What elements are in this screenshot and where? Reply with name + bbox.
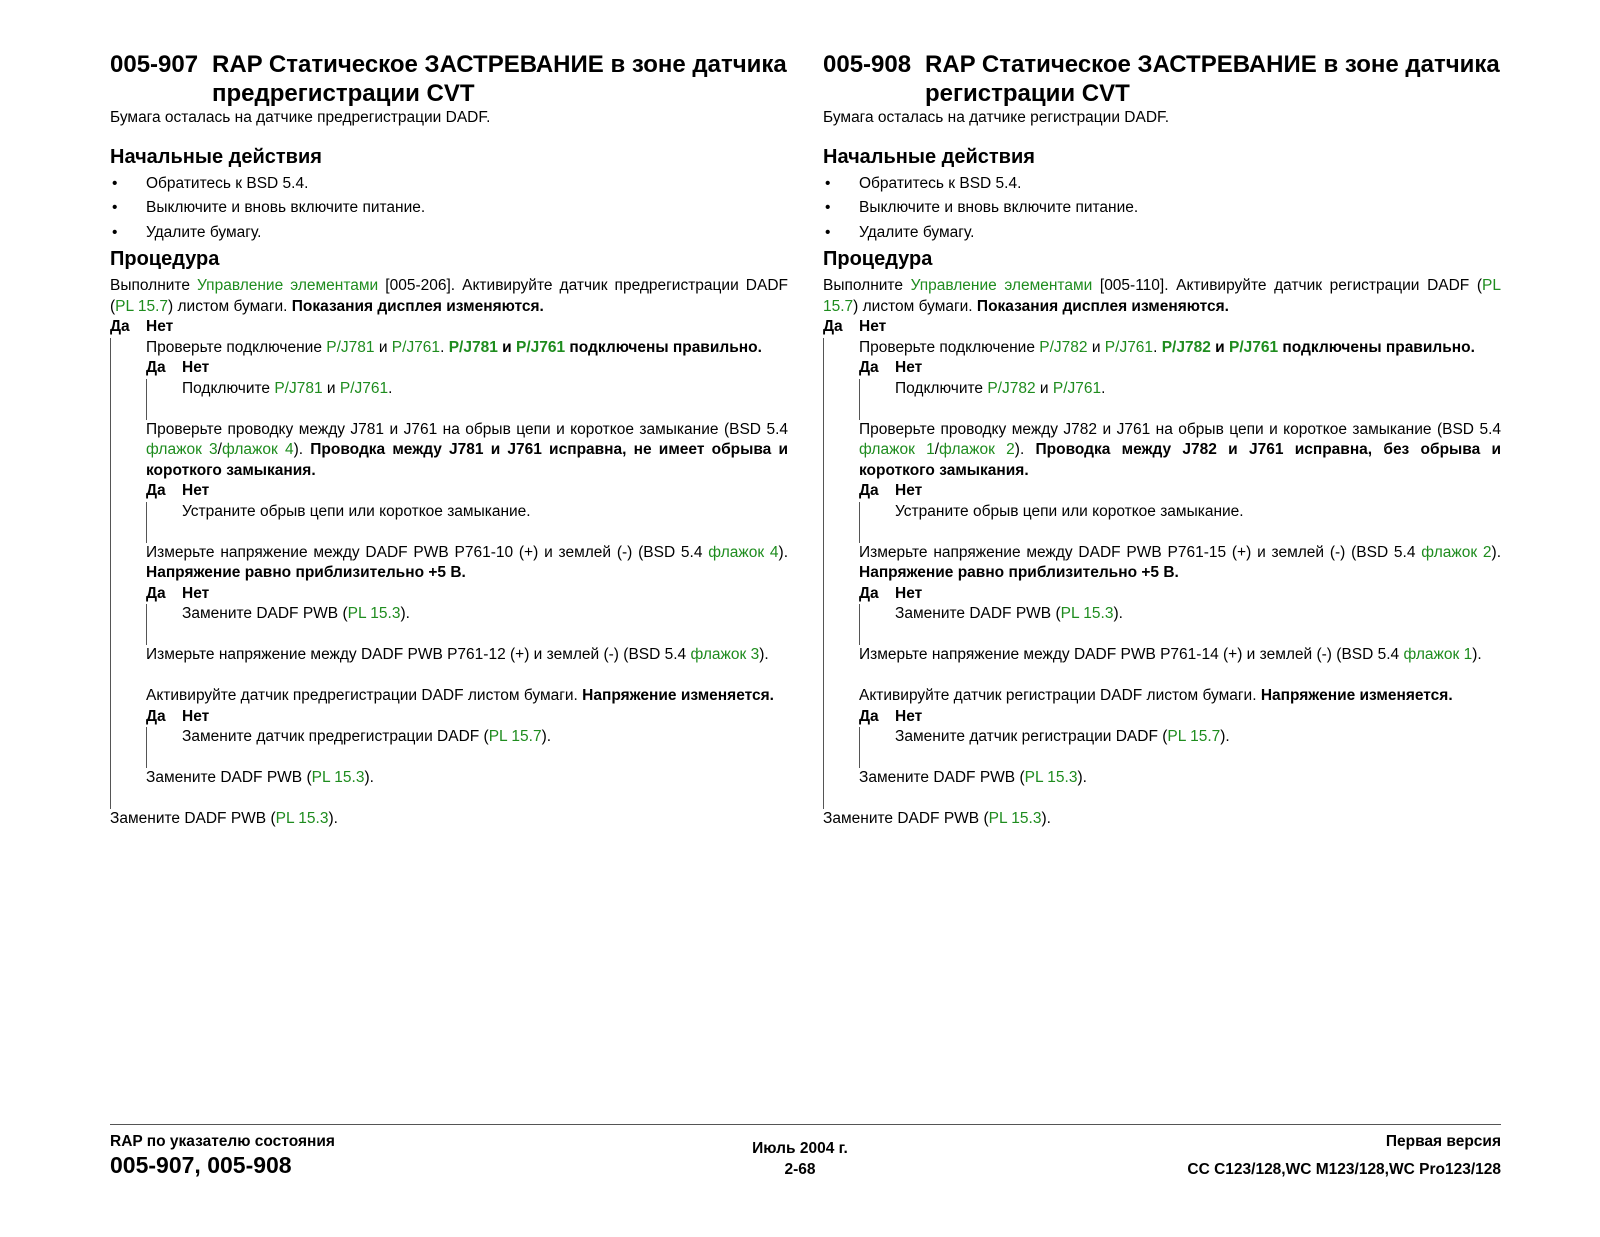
link-connector[interactable]: P/J782 <box>1161 338 1211 356</box>
list-item: • Удалите бумагу. <box>112 223 262 241</box>
no-branch <box>146 604 788 645</box>
activate-sensor-step: Активируйте датчик регистрации DADF листом бумаги. Напряжение изменяется. <box>859 687 1453 704</box>
fix-step: Замените датчик регистрации DADF (PL 15.7). <box>895 728 1230 745</box>
procedure-heading: Процедура <box>823 248 933 270</box>
yes-no-label: Да Нет <box>859 359 923 376</box>
link-connector[interactable]: P/J761 <box>391 338 441 356</box>
no-branch <box>859 727 1501 768</box>
yes-no-label: Да Нет <box>146 482 210 499</box>
procedure-step-1: Выполните Управление элементами [005-206]. Активируйте датчик предрегистрации DADF (PL 15.7) листом бумаги. Показания дисплея изменяются. <box>110 277 788 315</box>
link-pl[interactable]: PL 15.3 <box>311 769 365 786</box>
check-connection-step: Проверьте подключение P/J781 и P/J761. P/J781 и P/J761 подключены правильно. <box>146 338 762 356</box>
footer-page-number: 2-68 <box>784 1161 816 1178</box>
link-connector[interactable]: P/J761 <box>1104 338 1154 356</box>
link-flag[interactable]: флажок 2 <box>939 441 1015 458</box>
yes-no-label: Да Нет <box>859 584 923 602</box>
no-branch <box>859 379 1501 420</box>
list-item: • Выключите и вновь включите питание. <box>825 199 1139 216</box>
footer-date: Июль 2004 г. <box>752 1140 848 1157</box>
no-branch <box>859 502 1501 543</box>
yes-no-label: Да Нет <box>146 359 210 376</box>
fix-step: Устраните обрыв цепи или короткое замыкание. <box>895 502 1244 520</box>
link-pl[interactable]: PL 15.7 <box>488 728 542 745</box>
link-pl[interactable]: PL 15.3 <box>988 810 1042 827</box>
link-flag[interactable]: флажок 3 <box>146 441 218 458</box>
link-connector[interactable]: P/J781 <box>326 338 375 356</box>
procedure-step-1: Выполните Управление элементами [005-110]. Активируйте датчик регистрации DADF (PL 15.7) листом бумаги. Показания дисплея изменяются. <box>823 277 1501 315</box>
link-connector[interactable]: P/J761 <box>339 379 389 397</box>
link-flag[interactable]: флажок 2 <box>1421 543 1492 561</box>
initial-actions-heading: Начальные действия <box>823 145 1035 168</box>
link-connector[interactable]: P/J781 <box>274 379 323 397</box>
yes-step: Замените DADF PWB (PL 15.3). <box>146 769 374 786</box>
fix-step: Подключите P/J782 и P/J761. <box>895 379 1106 397</box>
right-column <box>823 50 1501 830</box>
check-wiring-step: Проверьте проводку между J781 и J761 на обрыв цепи и короткое замыкание (BSD 5.4 флажок 3/флажок 4). Проводка между J781 и J761 исправна, не имеет обрыва и короткого замыкания. <box>146 420 789 479</box>
no-branch <box>146 379 788 420</box>
yes-no-label: Да Нет <box>146 584 210 602</box>
initial-actions-list <box>110 174 788 244</box>
footer-version: Первая версия <box>1385 1133 1501 1150</box>
link-component-control[interactable]: Управление элементами <box>197 277 379 294</box>
no-branch <box>110 338 788 810</box>
yes-no-label: Да Нет <box>859 707 923 725</box>
link-connector[interactable]: P/J761 <box>515 338 566 356</box>
final-step: Замените DADF PWB (PL 15.3). <box>110 810 338 827</box>
yes-step: Замените DADF PWB (PL 15.3). <box>859 769 1087 786</box>
final-step: Замените DADF PWB (PL 15.3). <box>823 810 1051 827</box>
yes-no-label: Да Нет <box>823 318 887 335</box>
link-connector[interactable]: P/J782 <box>987 379 1036 397</box>
link-pl[interactable]: PL 15.7 <box>115 297 169 315</box>
link-pl[interactable]: PL 15.3 <box>1024 769 1078 786</box>
no-branch <box>146 502 788 543</box>
fix-step: Замените DADF PWB (PL 15.3). <box>895 605 1123 622</box>
link-component-control[interactable]: Управление элементами <box>910 277 1093 294</box>
check-wiring-step: Проверьте проводку между J782 и J761 на обрыв цепи и короткое замыкание (BSD 5.4 флажок 1/флажок 2). Проводка между J782 и J761 исправна, без обрыва и короткого замыкания. <box>859 420 1501 479</box>
link-connector[interactable]: P/J761 <box>1228 338 1279 356</box>
list-item: • Обратитесь к BSD 5.4. <box>825 174 1022 192</box>
link-connector[interactable]: P/J761 <box>1052 379 1102 397</box>
link-flag[interactable]: флажок 4 <box>708 543 779 561</box>
measure-voltage-step: Измерьте напряжение между DADF PWB P761-12 (+) и землей (-) (BSD 5.4 флажок 3). <box>146 646 769 663</box>
check-connection-step: Проверьте подключение P/J782 и P/J761. P/J782 и P/J761 подключены правильно. <box>859 338 1475 356</box>
rap-title-text: RAP Статическое ЗАСТРЕВАНИЕ в зоне датчика регистрации CVT <box>925 51 1500 107</box>
link-connector[interactable]: P/J781 <box>448 338 498 356</box>
list-item: • Обратитесь к BSD 5.4. <box>112 174 309 192</box>
no-branch <box>823 338 1501 810</box>
link-pl[interactable]: PL 15.3 <box>1060 605 1114 622</box>
initial-actions-heading: Начальные действия <box>110 145 322 168</box>
link-flag[interactable]: флажок 3 <box>690 646 760 663</box>
list-item: • Выключите и вновь включите питание. <box>112 199 426 216</box>
footer-section: RAP по указателю состояния <box>110 1133 335 1150</box>
fix-step: Устраните обрыв цепи или короткое замыкание. <box>182 502 531 520</box>
yes-no-label: Да Нет <box>146 707 210 725</box>
link-pl[interactable]: PL 15.3 <box>347 605 401 622</box>
rap-title-text: RAP Статическое ЗАСТРЕВАНИЕ в зоне датчика предрегистрации CVT <box>212 51 787 107</box>
no-branch <box>146 727 788 768</box>
link-pl[interactable]: PL 15.7 <box>1167 728 1221 745</box>
list-item: • Удалите бумагу. <box>825 223 975 241</box>
link-flag[interactable]: флажок 1 <box>859 441 935 458</box>
yes-no-label: Да Нет <box>859 482 923 499</box>
rap-code: 005-907 <box>110 51 199 78</box>
link-pl[interactable]: PL 15.7 <box>823 277 1501 315</box>
fix-step: Замените датчик предрегистрации DADF (PL 15.7). <box>182 728 552 745</box>
measure-voltage-step: Измерьте напряжение между DADF PWB P761-10 (+) и землей (-) (BSD 5.4 флажок 4). Напряжение равно приблизительно +5 В. <box>146 543 789 581</box>
left-column <box>110 50 788 830</box>
activate-sensor-step: Активируйте датчик предрегистрации DADF листом бумаги. Напряжение изменяется. <box>146 687 774 704</box>
fix-step: Замените DADF PWB (PL 15.3). <box>182 605 410 622</box>
initial-actions-list <box>823 174 1501 244</box>
yes-no-label: Да Нет <box>110 318 174 335</box>
rap-title <box>823 50 1501 108</box>
rap-code: 005-908 <box>823 51 912 78</box>
intro-text: Бумага осталась на датчике предрегистрации DADF. <box>110 109 491 126</box>
fix-step: Подключите P/J781 и P/J761. <box>182 379 393 397</box>
footer-models: CC C123/128,WC M123/128,WC Pro123/128 <box>1187 1161 1501 1178</box>
no-branch <box>859 604 1501 645</box>
procedure-heading: Процедура <box>110 248 220 270</box>
link-connector[interactable]: P/J782 <box>1039 338 1088 356</box>
measure-voltage-step: Измерьте напряжение между DADF PWB P761-15 (+) и землей (-) (BSD 5.4 флажок 2). Напряжение равно приблизительно +5 В. <box>859 543 1502 581</box>
footer-codes: 005-907, 005-908 <box>110 1152 292 1178</box>
link-pl[interactable]: PL 15.3 <box>275 810 329 827</box>
link-flag[interactable]: флажок 4 <box>221 441 294 458</box>
rap-title <box>110 50 788 108</box>
measure-voltage-step: Измерьте напряжение между DADF PWB P761-14 (+) и землей (-) (BSD 5.4 флажок 1). <box>859 646 1482 663</box>
footer-divider <box>110 1124 1501 1125</box>
intro-text: Бумага осталась на датчике регистрации DADF. <box>823 109 1170 126</box>
link-flag[interactable]: флажок 1 <box>1403 646 1473 663</box>
